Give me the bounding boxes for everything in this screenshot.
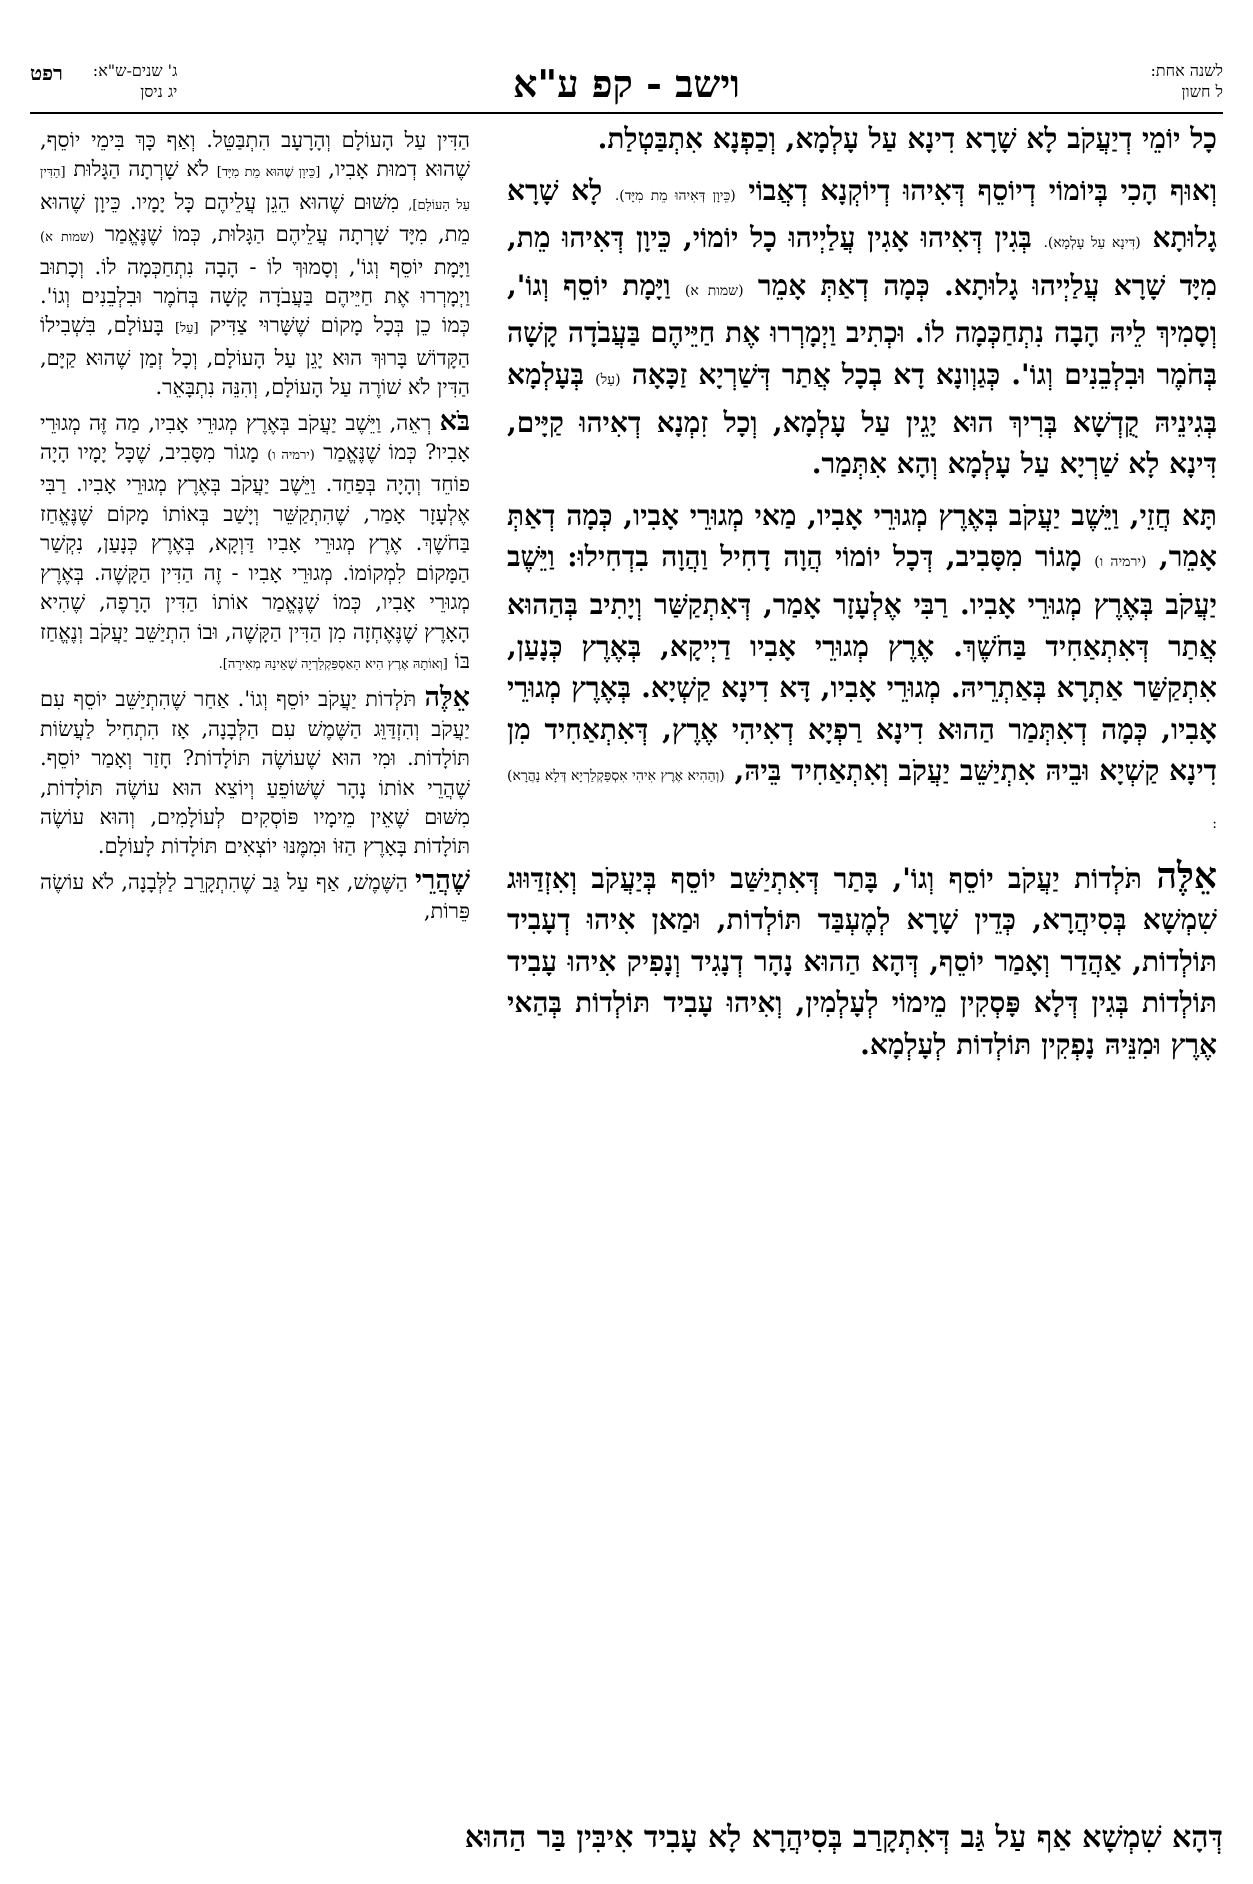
text: תֹּלְדוֹת יַעֲקֹב יוֹסֵף וְגוֹ', בָּתַר דְּאִתְיַשַּׁב יוֹסֵף בְּיַעֲקֹב וְאִזְדַּוּוּג שִׁמְשָׁא בְּסִיהֲרָא, כְּדֵין שָׁרָא לְמֶעְבַּד תּוֹלְדוֹת, וּמַאן אִיהוּ דְעָבִיד תּוֹלְדוֹת, אַהֲדַר וְאָמַר יוֹסֵף, דְּהָא הַהוּא נָהָר דְנָגִיד וְנָפִיק אִיהוּ עָבִיד תּוֹלְדוֹת בְּגִין דְּלָא פָּסְקִין מֵימוֹי לְעָלְמִין, וְאִיהוּ עָבִיד תּוֹלְדוֹת בְּהַאי אֶרֶץ וּמִנֵּיהּ נָפְקִין תּוֹלְדוֹת לְעָלְמָא.: [507, 861, 1217, 1061]
opening-word: שֶׁהֲרֵי: [415, 864, 470, 896]
text: תָּא חֲזֵי, וַיֵּשֶׁב יַעֲקֹב בְּאֶרֶץ מְגוּרֵי אָבִיו, מַאי מְגוּרֵי אָבִיו, כְּמָה דְאַתְּ אָמֵר,: [507, 498, 1218, 574]
opening-word: אֵלֶּה: [1156, 854, 1217, 897]
main-column-aramaic: [507, 118, 1217, 1075]
text: רְאֵה, וַיֵּשֶׁב יַעֲקֹב בְּאֶרֶץ מְגוּרֵי אָבִיו, מַה זֶּה מְגוּרֵי אָבִיו? כְּמוֹ שֶׁנֶּאֱמַר: [40, 410, 470, 465]
schedule-date: ל חשון: [1181, 82, 1223, 101]
verse-reference: (שמות א): [40, 230, 95, 246]
header-left-block: [30, 60, 177, 102]
page-title: וישב - קפ ע"א: [512, 61, 741, 106]
bracket-note: (עַל): [595, 371, 621, 388]
side-column-hebrew-translation: [40, 126, 470, 931]
schedule-label: לשנה אחת:: [1150, 61, 1223, 80]
page-header: [30, 60, 1223, 120]
bracket-note: [עַל]: [174, 321, 199, 337]
bracket-note: (דִּינָא עַל עָלְמָא).: [1043, 235, 1141, 252]
paragraph: [507, 856, 1217, 1066]
opening-word: בֹּא: [439, 405, 470, 437]
opening-word: אֵלֶּה: [424, 682, 470, 714]
paragraph: [507, 118, 1217, 160]
text: כָל יוֹמֵי דְיַעֲקֹב לָא שָׁרָא דִינָא עַל עָלְמָא, וְכַפְנָא אִתְבַּטְלַת.: [597, 122, 1217, 155]
paragraph: [40, 126, 470, 403]
text: וְאוּף הָכִי בְּיוֹמוֹי דְיוֹסֵף דְּאִיהוּ דְיוֹקְנָא דְאֲבוֹי: [748, 173, 1217, 207]
paragraph: [40, 407, 470, 680]
text: הַדִּין עַל הָעוֹלָם וְהָרָעָב הִתְבַּטֵּל. וְאַף כָּךְ בִּימֵי יוֹסֵף, שֶׁהוּא דְמוּת אָבִיו,: [40, 128, 470, 182]
text: תֹּלְדוֹת יַעֲקֹב יוֹסֵף וְגוֹ'. אַחַר שֶׁהִתְיַשֵּׁב יוֹסֵף עִם יַעֲקֹב וְהִזְדַּוֵּג הַשֶּׁמֶשׁ עִם הַלְּבָנָה, אָז הִתְחִיל לַעֲשׂוֹת תּוֹלָדוֹת. וּמִי הוּא שֶׁעוֹשֶׂה תּוֹלָדוֹת? חָזַר וְאָמַר יוֹסֵף. שֶׁהֲרֵי אוֹתוֹ נָהָר שֶׁשּׁוֹפֵעַ וְיוֹצֵא הוּא עוֹשֶׂה תּוֹלָדוֹת, מִשּׁוּם שֶׁאֵין מֵימָיו פּוֹסְקִים לְעוֹלָמִים, וְהוּא עוֹשֶׂה תּוֹלָדוֹת בָּאָרֶץ הַזּוֹ וּמִמֶּנּוּ יוֹצְאִים תּוֹלָדוֹת לָעוֹלָם.: [40, 687, 470, 859]
schedule-label: ג' שנים-ש"א:: [92, 61, 178, 80]
bracket-note: [וְאוֹתָהּ אֶרֶץ הִיא הָאַסְפַּקְלַרְיָה שֶׁאֵינָהּ מְאִירָה].: [218, 656, 448, 672]
text: לָא שָׁרָא גָלוּתָא: [507, 173, 1218, 255]
bracket-note: (כֵּיוָן דְּאִיהוּ מֵת מִיָּד).: [614, 187, 736, 204]
paragraph: [507, 170, 1217, 485]
text: וַיָּמָת יוֹסֵף וְגוֹ', וְסָמִיךְ לֵיהּ הָבָה נִתְחַכְּמָה לוֹ. וּכְתִיב וַיְמָרְרוּ אֶת חַיֵּיהֶם בַּעֲבֹדָה קָשָׁה בְּחֹמֶר וּבִלְבֵנִים וְגוֹ'. כְּגַוְונָא דָא בְכָל אֲתַר דְּשַׁרְיָא זַכָּאָה: [507, 268, 1218, 391]
text: בְּעָלְמָא בְּגִינֵיהּ קֻדְשָׁא בְּרִיךְ הוּא יָגֵין עַל עָלְמָא, וְכָל זִמְנָא דְאִיהוּ קַיָּים, דִּינָא לָא שַׁרְיָא עַל עָלְמָא וְהָא אִתְּמַר.: [507, 357, 1217, 481]
verse-reference: (ירמיה ו): [1094, 554, 1147, 571]
text: בָּעוֹלָם, בִּשְׁבִילוֹ הַקָּדוֹשׁ בָּרוּךְ הוּא יָגֵן עַל הָעוֹלָם, וְכָל זְמַן שֶׁהוּא קַיָּם, הַדִּין לֹא שׁוֹרֶה עַל הָעוֹלָם, וְהִנֵּה נִתְבָּאֵר.: [40, 313, 470, 400]
verse-reference: (שמות א): [684, 282, 744, 299]
bracket-note: [כֵּיוָן שֶׁהוּא מֵת מִיָּד]: [216, 165, 321, 181]
paragraph: [40, 683, 470, 861]
paragraph: [40, 866, 470, 927]
schedule-date: יג ניסן: [140, 82, 178, 101]
text: וַיָּמָת יוֹסֵף וְגוֹ', וְסָמוּךְ לוֹ - הָבָה נִתְחַכְּמָה לוֹ. וְכָתוּב וַיְמָרְרוּ אֶת חַיֵּיהֶם בַּעֲבֹדָה קָשָׁה בְּחֹמֶר וּבִלְבֵנִים וְגוֹ'. כְּמוֹ כֵן בְּכָל מָקוֹם שֶׁשָּׁרוּי צַדִּיק: [40, 254, 470, 338]
header-divider: [30, 112, 1223, 114]
text: בְּגִין דְּאִיהוּ אָגִין עֲלַיְיהוּ כָל יוֹמוֹי, כֵּיוָן דְּאִיהוּ מֵת, מִיָּד שָׁרָא עֲלַיְיהוּ גָלוּתָא. כְּמָה דְאַתְּ אָמֵר: [507, 221, 1217, 302]
page-number: רפט: [30, 61, 63, 85]
text: מָגוֹר מִסָּבִיב, דְּכָל יוֹמוֹי הֲוָה דָחִיל וַהֲוָה בִדְחִילוּ: וַיֵּשֶׁב יַעֲקֹב בְּאֶרֶץ מְגוּרֵי אָבִיו. רַבִּי אֶלְעָזָר אָמַר, דְּאִתְקַשַּׁר וְיָתִיב בְּהַהוּא אֲתַר דְּאִתְאַחִיד בַּחֹשֶׁךְ. אֶרֶץ מְגוּרֵי אָבִיו דַיְיקָא, בְּאֶרֶץ כְּנָעַן, אִתְקַשַּׁר אַתְרָא בְּאַתְרֵיהּ. מְגוּרֵי אָבִיו, דָּא דִינָא קַשְׁיָא. בְּאֶרֶץ מְגוּרֵי אָבִיו, כְּמָה דְאִתְּמַר הַהוּא דִינָא רַפְיָא דְאִיהִי אֶרֶץ, דְּאִתְאַחִיד מִן דִינָא קַשְׁיָא וּבֵיהּ אִתְיַשֵּׁב יַעֲקֹב וְאִתְאַחִיד בֵּיהּ,: [507, 540, 1218, 788]
paragraph: [507, 495, 1217, 846]
text: מָגוֹר מִסָּבִיב, שֶׁכָּל יָמָיו הָיָה פוֹחֵד וְהָיָה בְּפַחַד. וַיֵּשֶׁב יַעֲקֹב בְּאֶרֶץ מְגוּרֵי אָבִיו. רַבִּי אֶלְעָזָר אָמַר, שֶׁהִתְקַשֵּׁר וְיָשַׁב בְּאוֹתוֹ מָקוֹם שֶׁנֶּאֱחַז בַּחֹשֶׁךְ. אֶרֶץ מְגוּרֵי אָבִיו דַּוְקָא, בְּאֶרֶץ כְּנָעַן, נִקְשַׁר הַמָּקוֹם לִמְקוֹמוֹ. מְגוּרֵי אָבִיו - זֶה הַדִּין הַקָּשֶׁה. בְּאֶרֶץ מְגוּרֵי אָבִיו, כְּמוֹ שֶׁנֶּאֱמַר אוֹתוֹ הַדִּין הָרָפֶה, שֶׁהִיא הָאָרֶץ שֶׁנֶּאֶחְזָה מִן הַדִּין הַקָּשֶׁה, וּבוֹ הִתְיַשֵּׁב יַעֲקֹב וְנֶאֱחַז בּוֹ: [40, 440, 470, 673]
text: מִשּׁוּם שֶׁהוּא הֵגֵן עֲלֵיהֶם כָּל יָמָיו. כֵּיוָן שֶׁהוּא מֵת, מִיָּד שָׁרְתָה עֲלֵיהֶם הַגָּלוּת, כְּמוֹ שֶׁנֶּאֱמַר: [40, 189, 470, 247]
bracket-note: (וְהַהִיא אֶרֶץ אִיהִי אִסְפַּקְלַרְיָא דְּלָא נָהֲרָא) :: [507, 768, 1217, 832]
bracket-note: [הַדִּין עַל הָעוֹלָם],: [40, 165, 470, 213]
continuation-line: דְּהָא שִׁמְשָׁא אַף עַל גַּב דְּאִתְקָרַב בְּסִיהֲרָא לָא עָבִיד אִיבִּין בַּר הַהוּא: [464, 1820, 1223, 1855]
verse-reference: (ירמיה ו): [267, 448, 315, 464]
text: לֹא שָׁרְתָה הַגָּלוּת: [73, 157, 209, 182]
reading-schedule-three-years: [93, 60, 178, 102]
text: הַשֶּׁמֶשׁ, אַף עַל גַּב שֶׁהִתְקָרֵב לַלְּבָנָה, לֹא עוֹשֶׂה פֵּרוֹת,: [40, 869, 470, 924]
